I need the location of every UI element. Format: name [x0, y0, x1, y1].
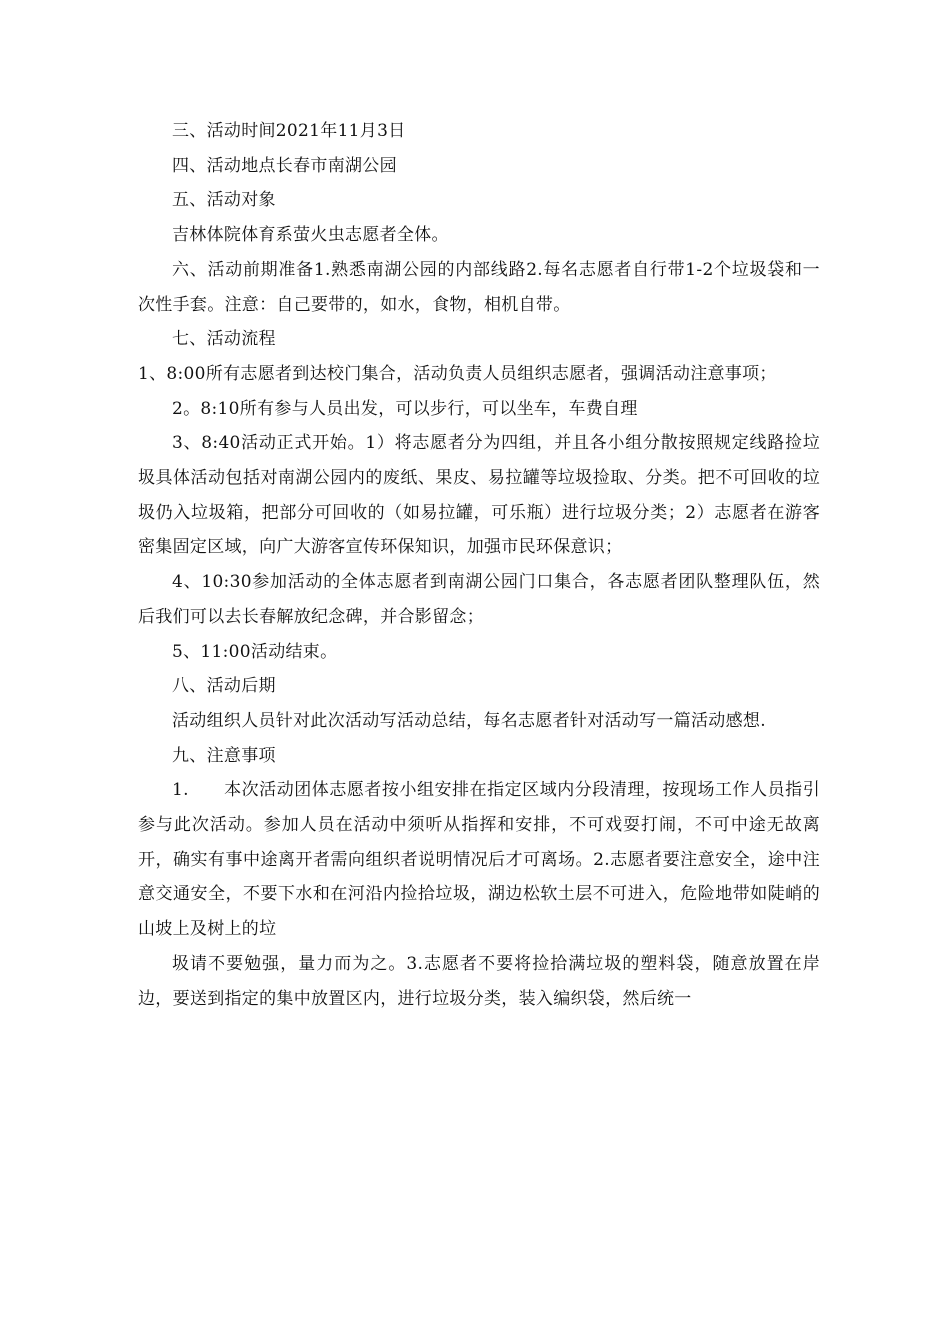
notice-item-1: 1. 本次活动团体志愿者按小组安排在指定区域内分段清理，按现场工作人员指引参与此次活动。参加人员在活动中须听从指挥和安排，不可戏耍打闹，不可中途无故离开，确实有事中途离开者需向组织者说明情况后才可离场。2.志愿者要注意安全，途中注意交通安全，不要下水和在河沿内捡拾垃圾，湖边松软土层不可进入，危险地带如陡峭的山坡上及树上的垃: [138, 780, 820, 940]
process-step-1: [138, 357, 820, 392]
section-3-time: 三、活动时间2021年11月3日: [172, 121, 406, 141]
section-5-heading: 五、活动对象: [172, 190, 276, 211]
section-8-content: 活动组织人员针对此次活动写活动总结，每名志愿者针对活动写一篇活动感想.: [172, 710, 766, 731]
document-body: [138, 114, 820, 1016]
section-5-participants: 吉林体院体育系萤火虫志愿者全体。: [172, 225, 449, 246]
process-step-5: 5、11:00活动结束。: [172, 641, 338, 662]
section-9-heading: 九、注意事项: [172, 745, 276, 766]
section-8-heading: 八、活动后期: [172, 676, 276, 697]
process-step-1-text: 1、8:00所有志愿者到达校门集合，活动负责人员组织志愿者，强调活动注意事项；: [138, 363, 777, 384]
process-step-4: 4、10:30参加活动的全体志愿者到南湖公园门口集合，各志愿者团队整理队伍，然后我们可以去长春解放纪念碑，并合影留念；: [138, 572, 820, 627]
process-step-3: 3、8:40活动正式开始。1）将志愿者分为四组，并且各小组分散按照规定线路捡垃圾具体活动包括对南湖公园内的废纸、果皮、易拉罐等垃圾捡取、分类。把不可回收的垃圾仍入垃圾箱，把部分可回收的（如易拉罐，可乐瓶）进行垃圾分类；2）志愿者在游客密集固定区域，向广大游客宣传环保知识，加强市民环保意识；: [138, 433, 820, 558]
process-step-2: 2。8:10所有参与人员出发，可以步行，可以坐车，车费自理: [172, 398, 638, 419]
section-7-heading: 七、活动流程: [172, 329, 276, 350]
section-6-preparation: 六、活动前期准备1.熟悉南湖公园的内部线路2.每名志愿者自行带1-2个垃圾袋和一次性手套。注意：自己要带的，如水，食物，相机自带。: [138, 259, 820, 315]
notice-continuation: 圾请不要勉强，量力而为之。3.志愿者不要将捡拾满垃圾的塑料袋，随意放置在岸边，要送到指定的集中放置区内，进行垃圾分类，装入编织袋，然后统一: [138, 953, 820, 1009]
section-4-location: 四、活动地点长春市南湖公园: [172, 155, 397, 176]
